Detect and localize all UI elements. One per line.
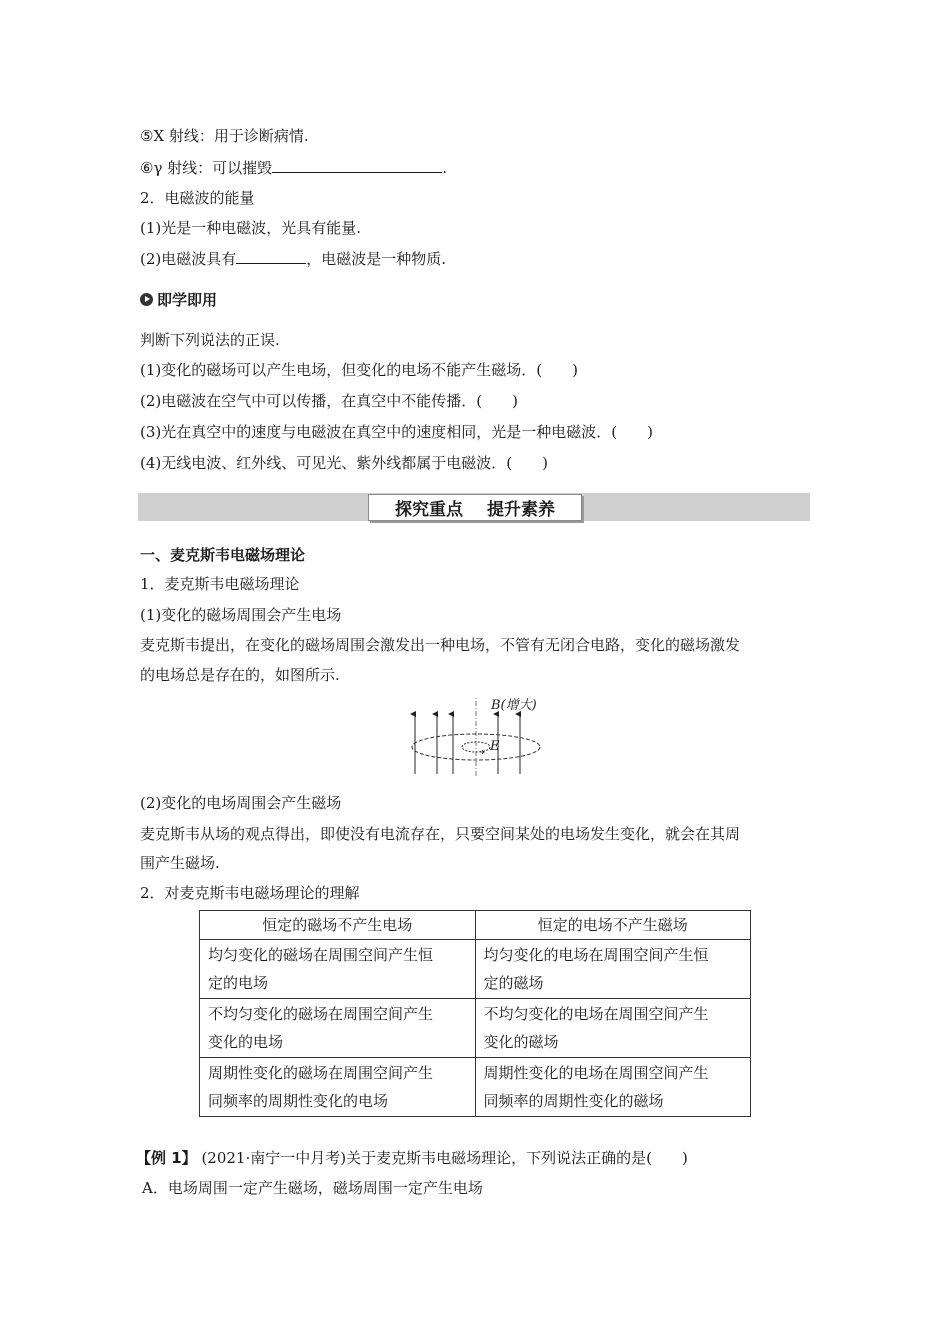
energy-item-2-end: ，电磁波是一种物质. — [306, 250, 447, 268]
quick-heading — [140, 290, 217, 310]
table-row — [200, 1058, 751, 1117]
option-a: A．电场周围一定产生磁场，磁场周围一定产生电场 — [142, 1179, 483, 1197]
example-tag: 【例 1】 — [136, 1149, 197, 1167]
table-row — [200, 999, 751, 1058]
gamma-end: . — [442, 159, 447, 177]
table-cell: 周期性变化的电场在周围空间产生 同频率的周期性变化的磁场 — [475, 1058, 751, 1117]
banner-left: 探究重点 — [395, 500, 463, 520]
para-1-line-1: 麦克斯韦提出，在变化的磁场周围会激发出一种电场，不管有无闭合电路，变化的磁场激发 — [140, 636, 741, 654]
energy-item-1: (1)光是一种电磁波，光具有能量. — [140, 219, 362, 237]
comparison-table — [199, 910, 751, 1117]
magnetic-field-figure — [400, 692, 550, 777]
example-question: 关于麦克斯韦电磁场理论，下列说法正确的是( ) — [346, 1149, 688, 1167]
energy-title: 2．电磁波的能量 — [140, 189, 255, 207]
para-2-line-2: 围产生磁场. — [140, 854, 220, 872]
xray-line: ⑤X 射线：用于诊断病情. — [140, 127, 309, 145]
field-loop-outer — [412, 734, 540, 760]
play-icon — [140, 293, 153, 306]
quick-item-3: (3)光在真空中的速度与电磁波在真空中的速度相同，光是一种电磁波．( ) — [140, 423, 653, 441]
subsection-2: 2．对麦克斯韦电磁场理论的理解 — [140, 884, 360, 902]
table-cell: 均匀变化的磁场在周围空间产生恒 定的电场 — [200, 940, 476, 999]
quick-item-4: (4)无线电波、红外线、可见光、紫外线都属于电磁波．( ) — [140, 454, 548, 472]
label-e: E — [490, 739, 500, 754]
table-header: 恒定的电场不产生磁场 — [475, 911, 751, 940]
table-cell: 均匀变化的电场在周围空间产生恒 定的磁场 — [475, 940, 751, 999]
quick-item-1: (1)变化的磁场可以产生电场，但变化的电场不能产生磁场．( ) — [140, 361, 578, 379]
label-b: B(增大) — [491, 698, 537, 713]
banner-right: 提升素养 — [487, 500, 555, 520]
table-header: 恒定的磁场不产生电场 — [200, 911, 476, 940]
example-line — [136, 1148, 688, 1168]
quick-item-2: (2)电磁波在空气中可以传播，在真空中不能传播．( ) — [140, 392, 518, 410]
gamma-text: ⑥γ 射线：可以摧毁 — [140, 159, 273, 177]
section-banner — [138, 493, 810, 521]
subitem-2: (2)变化的电场周围会产生磁场 — [140, 794, 342, 812]
table-header-row — [200, 911, 751, 940]
energy-item-2 — [140, 249, 446, 269]
section-title: 一、麦克斯韦电磁场理论 — [140, 546, 306, 564]
table-cell: 不均匀变化的磁场在周围空间产生 变化的电场 — [200, 999, 476, 1058]
quick-heading-text: 即学即用 — [157, 291, 218, 309]
para-1-line-2: 的电场总是存在的，如图所示. — [140, 666, 340, 684]
gamma-line — [140, 158, 447, 178]
quick-intro: 判断下列说法的正误. — [140, 331, 280, 349]
gamma-blank — [272, 158, 442, 173]
subsection-1: 1．麦克斯韦电磁场理论 — [140, 575, 300, 593]
loop-arrow — [480, 750, 484, 754]
banner-box — [368, 494, 582, 521]
para-2-line-1: 麦克斯韦从场的观点得出，即使没有电流存在，只要空间某处的电场发生变化，就会在其周 — [140, 825, 741, 843]
table-row — [200, 940, 751, 999]
energy-item-2-text: (2)电磁波具有 — [140, 250, 237, 268]
energy-blank — [236, 249, 306, 264]
table-cell: 周期性变化的磁场在周围空间产生 同频率的周期性变化的电场 — [200, 1058, 476, 1117]
table-cell: 不均匀变化的电场在周围空间产生 变化的磁场 — [475, 999, 751, 1058]
example-source: (2021·南宁一中月考) — [201, 1149, 347, 1167]
subitem-1: (1)变化的磁场周围会产生电场 — [140, 606, 342, 624]
